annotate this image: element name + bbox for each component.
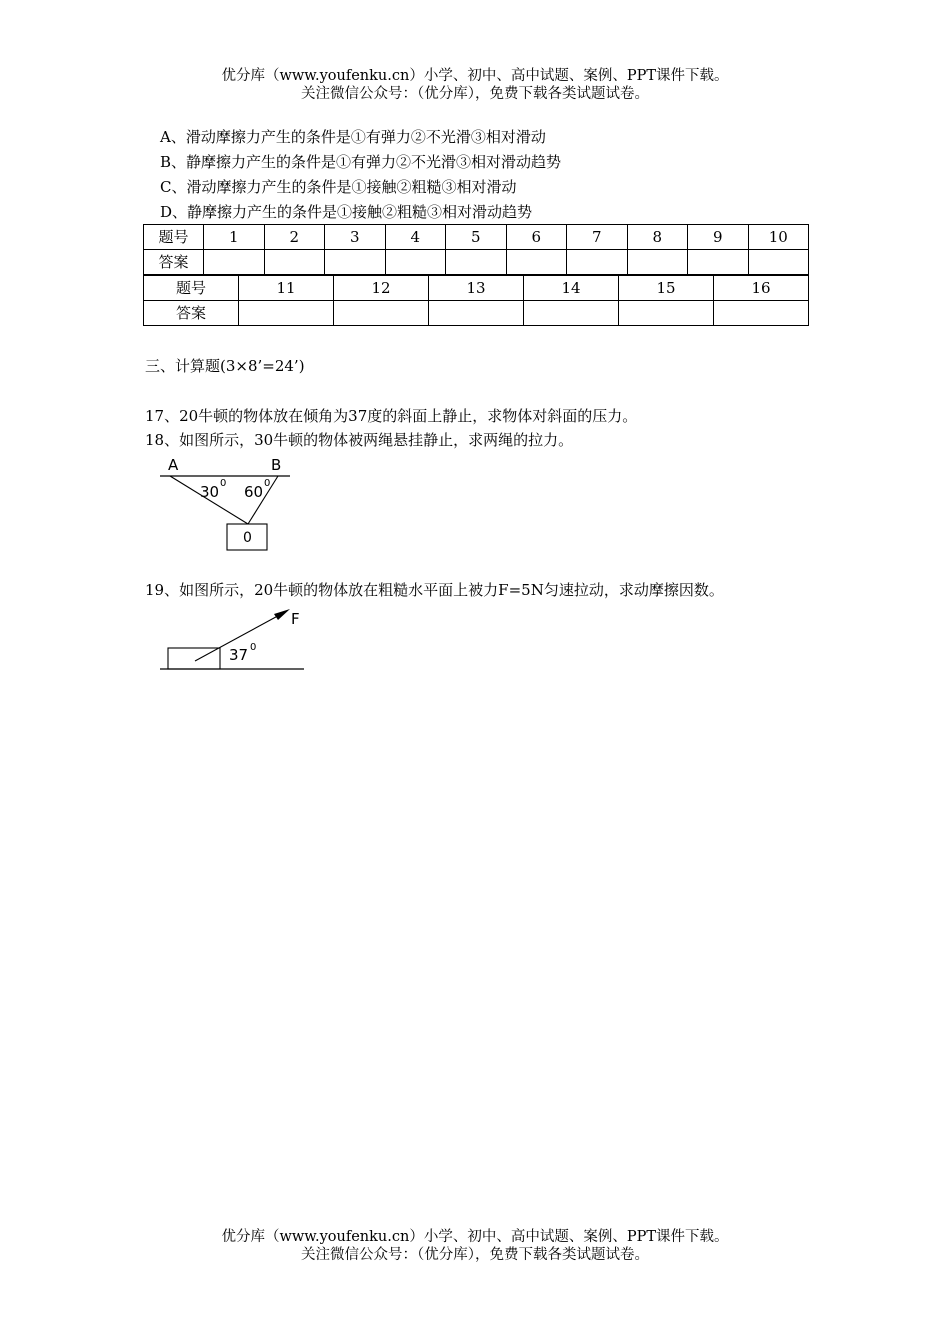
- label-a: A: [168, 456, 179, 474]
- q-number-cell: 1: [204, 225, 265, 250]
- answer-cell[interactable]: [619, 301, 714, 326]
- page-footer: [0, 1228, 950, 1264]
- answer-table-2: [143, 275, 809, 326]
- answer-cell[interactable]: [567, 250, 628, 275]
- degree-mark: 0: [250, 642, 257, 653]
- answer-cell[interactable]: [239, 301, 334, 326]
- q-number-cell: 15: [619, 276, 714, 301]
- q-number-cell: 10: [748, 225, 809, 250]
- label-o: 0: [243, 530, 252, 546]
- figure-19-diagram: [155, 603, 310, 675]
- q-number-cell: 14: [524, 276, 619, 301]
- q-number-cell: 8: [627, 225, 688, 250]
- question-17: 17、20牛顿的物体放在倾角为37度的斜面上静止，求物体对斜面的压力。: [145, 407, 638, 425]
- force-arrow-head: [274, 609, 290, 620]
- header-line-2: 关注微信公众号：（优分库），免费下载各类试题试卷。: [301, 86, 649, 102]
- footer-line-2: 关注微信公众号：（优分库），免费下载各类试题试卷。: [301, 1247, 649, 1263]
- option-c: C、滑动摩擦力产生的条件是①接触②粗糙③相对滑动: [160, 178, 517, 196]
- q-number-cell: 7: [567, 225, 628, 250]
- answer-cell[interactable]: [748, 250, 809, 275]
- table-row: [144, 301, 809, 326]
- option-a: A、滑动摩擦力产生的条件是①有弹力②不光滑③相对滑动: [160, 128, 546, 146]
- question-19: 19、如图所示，20牛顿的物体放在粗糙水平面上被力F=5N匀速拉动，求动摩擦因数。: [145, 581, 724, 599]
- q-label-cell: 题号: [144, 276, 239, 301]
- q-number-cell: 5: [446, 225, 507, 250]
- a-label-cell: 答案: [144, 250, 204, 275]
- angle-60-label: 60: [244, 483, 264, 501]
- answer-cell[interactable]: [204, 250, 265, 275]
- answer-cell[interactable]: [714, 301, 809, 326]
- section-3-title: 三、计算题(3×8’=24’): [145, 357, 305, 375]
- answer-cell[interactable]: [688, 250, 749, 275]
- label-f: F: [291, 610, 300, 628]
- answer-cell[interactable]: [524, 301, 619, 326]
- q-number-cell: 12: [334, 276, 429, 301]
- answer-cell[interactable]: [627, 250, 688, 275]
- answer-cell[interactable]: [325, 250, 386, 275]
- option-d: D、静摩擦力产生的条件是①接触②粗糙③相对滑动趋势: [160, 203, 533, 221]
- question-18: 18、如图所示，30牛顿的物体被两绳悬挂静止，求两绳的拉力。: [145, 431, 574, 449]
- q-number-cell: 11: [239, 276, 334, 301]
- answer-cell[interactable]: [506, 250, 567, 275]
- table-row: [144, 276, 809, 301]
- angle-30-label: 30: [200, 483, 220, 501]
- answer-cell[interactable]: [385, 250, 446, 275]
- q-number-cell: 3: [325, 225, 386, 250]
- q-number-cell: 4: [385, 225, 446, 250]
- answer-cell[interactable]: [446, 250, 507, 275]
- answer-cell[interactable]: [334, 301, 429, 326]
- q-number-cell: 13: [429, 276, 524, 301]
- page-header: [0, 67, 950, 103]
- q-number-cell: 6: [506, 225, 567, 250]
- q-number-cell: 2: [264, 225, 325, 250]
- table-row: [144, 250, 809, 275]
- q-number-cell: 9: [688, 225, 749, 250]
- q-label-cell: 题号: [144, 225, 204, 250]
- footer-line-1: 优分库（www.youfenku.cn）小学、初中、高中试题、案例、PPT课件下载。: [221, 1229, 729, 1245]
- header-line-1: 优分库（www.youfenku.cn）小学、初中、高中试题、案例、PPT课件下载。: [221, 68, 729, 84]
- angle-37-label: 37: [229, 646, 249, 664]
- option-b: B、静摩擦力产生的条件是①有弹力②不光滑③相对滑动趋势: [160, 153, 562, 171]
- answer-cell[interactable]: [264, 250, 325, 275]
- q-number-cell: 16: [714, 276, 809, 301]
- table-row: [144, 225, 809, 250]
- answer-cell[interactable]: [429, 301, 524, 326]
- figure-18-diagram: [150, 452, 300, 554]
- degree-mark: 0: [264, 478, 271, 489]
- label-b: B: [271, 456, 282, 474]
- a-label-cell: 答案: [144, 301, 239, 326]
- degree-mark: 0: [220, 478, 227, 489]
- answer-table-1: [143, 224, 809, 275]
